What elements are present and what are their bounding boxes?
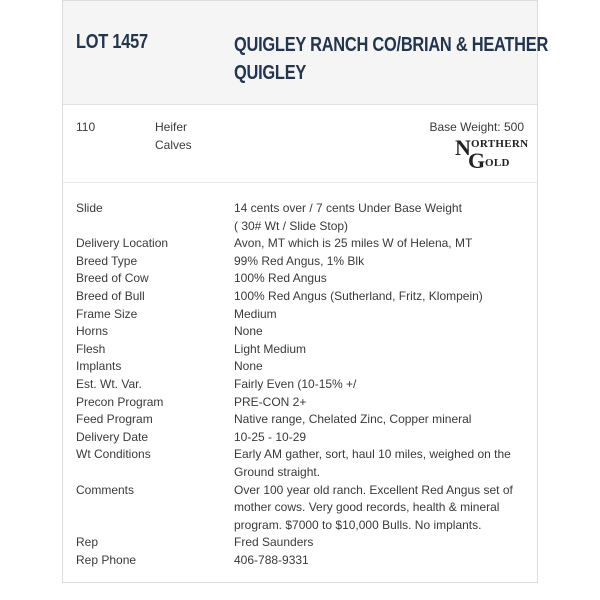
section-divider bbox=[63, 182, 537, 183]
detail-value-line: Fairly Even (10-15% +/ bbox=[234, 377, 357, 391]
detail-value bbox=[234, 376, 529, 394]
detail-value-line: program. $7000 to $10,000 Bulls. No implants. bbox=[234, 517, 482, 532]
detail-value bbox=[234, 552, 529, 570]
class-line1: Heifer bbox=[155, 120, 188, 134]
detail-value bbox=[234, 235, 529, 253]
detail-label: Delivery Date bbox=[76, 429, 149, 444]
detail-value bbox=[234, 429, 529, 447]
detail-label: Rep bbox=[76, 535, 99, 550]
detail-value-line: Native range, Chelated Zinc, Copper mineral bbox=[234, 412, 472, 427]
northern-gold-logo bbox=[455, 137, 527, 171]
detail-label: Breed of Bull bbox=[76, 289, 145, 303]
detail-value bbox=[234, 323, 529, 341]
detail-label: Slide bbox=[76, 201, 103, 215]
detail-value-line: Over 100 year old ranch. Excellent Red Angus set of bbox=[234, 482, 513, 497]
detail-value bbox=[234, 358, 529, 376]
detail-label: Wt Conditions bbox=[76, 447, 151, 462]
detail-label: Implants bbox=[76, 359, 122, 374]
detail-value-line: Fred Saunders bbox=[234, 535, 314, 550]
detail-value-line: 100% Red Angus (Sutherland, Fritz, Klompein) bbox=[234, 289, 483, 303]
detail-value-line: None bbox=[234, 359, 263, 374]
detail-value-line: Avon, MT which is 25 miles W of Helena, MT bbox=[234, 236, 473, 251]
detail-value-line: 406-788-9331 bbox=[234, 553, 309, 567]
detail-value bbox=[234, 394, 529, 412]
detail-value-line: 10-25 - 10-29 bbox=[234, 429, 307, 444]
detail-label: Est. Wt. Var. bbox=[76, 377, 142, 391]
detail-value-line: mother cows. Very good records, health & mineral bbox=[234, 500, 500, 515]
detail-label: Breed Type bbox=[76, 253, 138, 268]
head-count: 110 bbox=[76, 120, 96, 134]
detail-label: Breed of Cow bbox=[76, 271, 149, 286]
detail-value bbox=[234, 288, 529, 306]
detail-value-line: ( 30# Wt / Slide Stop) bbox=[234, 218, 349, 233]
detail-label: Rep Phone bbox=[76, 553, 137, 567]
detail-value bbox=[234, 411, 529, 429]
lot-header bbox=[63, 1, 549, 105]
detail-label: Feed Program bbox=[76, 412, 153, 427]
lot-number: LOT 1457 bbox=[76, 31, 148, 53]
detail-value-line: Early AM gather, sort, haul 10 miles, weighed on the bbox=[234, 447, 511, 462]
detail-value-line: PRE-CON 2+ bbox=[234, 394, 307, 409]
detail-value-line: 14 cents over / 7 cents Under Base Weight bbox=[234, 201, 462, 215]
detail-label: Precon Program bbox=[76, 394, 164, 409]
logo-n: N bbox=[455, 135, 471, 160]
detail-value-line: 100% Red Angus bbox=[234, 271, 327, 286]
detail-label: Frame Size bbox=[76, 306, 138, 321]
detail-value bbox=[234, 200, 529, 235]
detail-value bbox=[234, 270, 529, 288]
detail-value bbox=[234, 253, 529, 271]
detail-label: Horns bbox=[76, 324, 109, 339]
base-weight: Base Weight: 500 bbox=[429, 120, 524, 134]
seller-name bbox=[234, 31, 549, 87]
detail-value-line: Medium bbox=[234, 306, 277, 321]
class-line2: Calves bbox=[155, 138, 192, 152]
logo-old: OLD bbox=[485, 157, 510, 169]
detail-value bbox=[234, 306, 529, 324]
detail-value-line: Light Medium bbox=[234, 341, 307, 356]
detail-value bbox=[234, 482, 529, 535]
detail-value bbox=[234, 341, 529, 359]
detail-label: Comments bbox=[76, 482, 135, 497]
detail-value-line: None bbox=[234, 324, 263, 339]
detail-value bbox=[234, 534, 529, 552]
detail-value-line: 99% Red Angus, 1% Blk bbox=[234, 253, 365, 268]
lot-card bbox=[62, 0, 549, 583]
logo-g: G bbox=[468, 148, 486, 173]
logo-orthern: ORTHERN bbox=[471, 138, 529, 150]
seller-name-line2: QUIGLEY bbox=[234, 62, 307, 84]
detail-label: Flesh bbox=[76, 341, 106, 356]
detail-label: Delivery Location bbox=[76, 236, 169, 251]
seller-name-line1: QUIGLEY RANCH CO/BRIAN & HEATHER bbox=[234, 34, 549, 56]
detail-value-line: Ground straight. bbox=[234, 464, 321, 479]
detail-value bbox=[234, 446, 529, 481]
